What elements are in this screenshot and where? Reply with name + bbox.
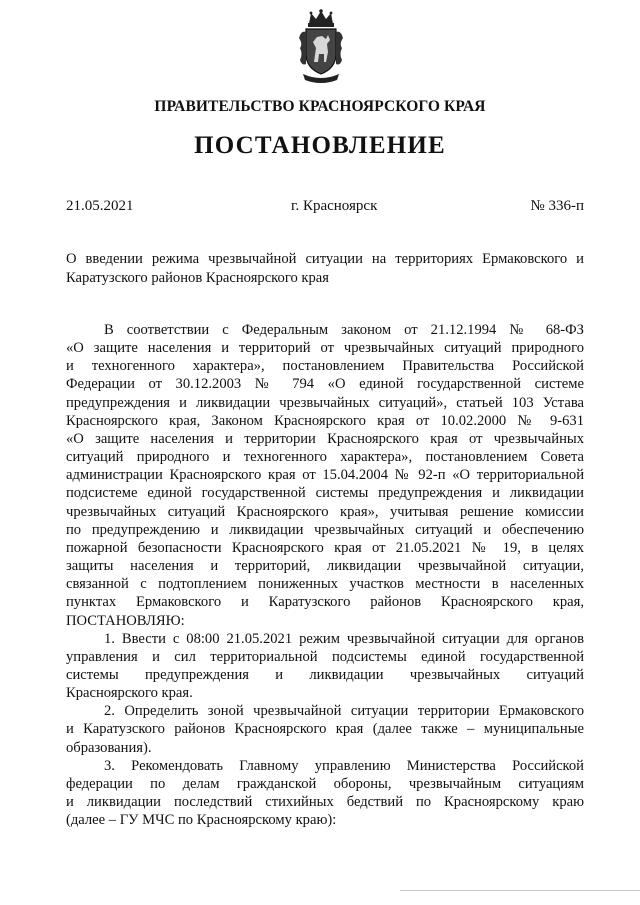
body-line: «О защите населения и территории Красноярского края от чрезвычайных: [66, 430, 584, 447]
body-line: образования).: [66, 739, 152, 756]
body-line: федерации по делам гражданской обороны, чрезвычайным ситуациям: [66, 775, 584, 792]
document-city: г. Красноярск: [291, 198, 378, 214]
body-line: и ликвидации последствий стихийных бедствий по Красноярскому краю: [66, 794, 584, 811]
document-subject: [66, 250, 584, 288]
body-line: ПОСТАНОВЛЯЮ:: [66, 612, 185, 629]
document-meta-row: [66, 198, 584, 218]
document-number: № 336-п: [530, 198, 584, 214]
body-line: управления и сил территориальной подсистемы единой государственной: [66, 648, 584, 665]
body-line: защиты населения и территорий, ликвидации чрезвычайной ситуации,: [66, 558, 584, 575]
document-date: 21.05.2021: [66, 198, 134, 214]
body-line: по предупреждению и ликвидации чрезвычайных ситуаций и обеспечению: [66, 521, 584, 538]
body-line: 1. Ввести с 08:00 21.05.2021 режим чрезвычайной ситуации для органов: [104, 630, 584, 647]
krasnoyarsk-coat-of-arms-icon: [297, 8, 345, 84]
body-line: 2. Определить зоной чрезвычайной ситуации территории Ермаковского: [104, 703, 584, 720]
subject-line: О введении режима чрезвычайной ситуации на территориях Ермаковского и: [66, 251, 584, 267]
body-line: В соответствии с Федеральным законом от 21.12.1994 № 68-ФЗ: [104, 322, 584, 338]
body-line: чрезвычайных ситуаций Красноярского края», учитывая решение комиссии: [66, 503, 584, 520]
document-type-title: ПОСТАНОВЛЕНИЕ: [194, 132, 446, 159]
subject-line: Каратузского районов Красноярского края: [66, 270, 329, 286]
body-line: (далее – ГУ МЧС по Красноярскому краю):: [66, 812, 337, 829]
body-line: Федерации от 30.12.2003 № 794 «О единой государственной системе: [66, 376, 584, 393]
body-line: ситуаций природного и техногенного характера», постановлением Совета: [66, 449, 584, 466]
body-line: подсистеме единой государственной системы предупреждения и ликвидации: [66, 485, 584, 502]
body-line: системы предупреждения и ликвидации чрезвычайных ситуаций: [66, 666, 584, 683]
body-line: и техногенного характера», постановлением Правительства Российской: [66, 358, 584, 375]
body-line: Красноярского края, Законом Красноярского края от 10.02.2000 № 9-631: [66, 412, 584, 429]
body-line: и Каратузского районов Красноярского края (далее также – муниципальные: [66, 721, 584, 738]
document-body: [66, 321, 584, 829]
body-line: пунктах Ермаковского и Каратузского районов Красноярского края,: [66, 594, 584, 611]
body-line: 3. Рекомендовать Главному управлению Министерства Российской: [104, 757, 584, 774]
government-title: ПРАВИТЕЛЬСТВО КРАСНОЯРСКОГО КРАЯ: [154, 98, 486, 115]
body-line: Красноярского края.: [66, 685, 193, 702]
body-line: «О защите населения и территорий от чрезвычайных ситуаций природного: [66, 340, 584, 357]
body-line: предупреждения и ликвидации чрезвычайных ситуаций», статьей 103 Устава: [66, 394, 584, 411]
body-line: пожарной безопасности Красноярского края от 21.05.2021 № 19, в целях: [66, 539, 584, 556]
page-bottom-divider: [400, 890, 640, 891]
body-line: связанной с подтоплением пониженных участков местности в населенных: [66, 576, 584, 593]
body-line: администрации Красноярского края от 15.04.2004 № 92-п «О территориальной: [66, 467, 584, 484]
